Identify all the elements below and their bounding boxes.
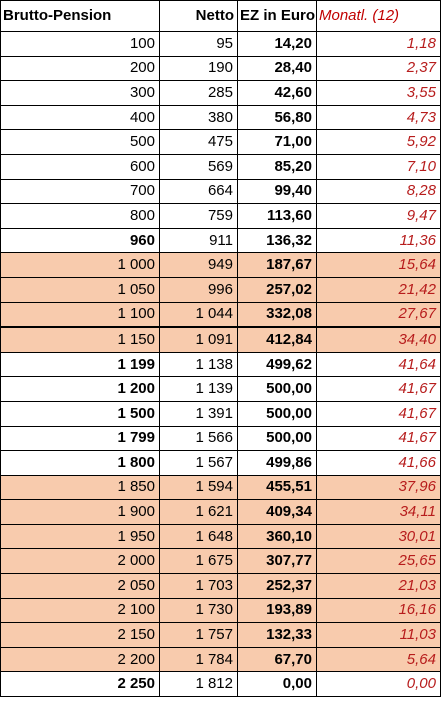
- cell-brutto: 1 800: [1, 451, 160, 476]
- cell-netto: 285: [160, 81, 238, 106]
- cell-netto: 1 648: [160, 524, 238, 549]
- cell-brutto: 2 250: [1, 672, 160, 697]
- cell-brutto: 960: [1, 228, 160, 253]
- table-row: [1, 549, 441, 574]
- table-row: [1, 623, 441, 648]
- header-ez: EZ in Euro: [238, 1, 317, 32]
- cell-monthly: 41,64: [317, 352, 441, 377]
- cell-netto: 1 675: [160, 549, 238, 574]
- table-row: [1, 401, 441, 426]
- cell-monthly: 21,42: [317, 277, 441, 302]
- cell-ez: 332,08: [238, 302, 317, 327]
- cell-ez: 412,84: [238, 327, 317, 352]
- table-row: [1, 56, 441, 81]
- cell-ez: 500,00: [238, 377, 317, 402]
- cell-brutto: 500: [1, 130, 160, 155]
- cell-brutto: 1 900: [1, 500, 160, 525]
- cell-brutto: 1 050: [1, 277, 160, 302]
- header-netto: Netto: [160, 1, 238, 32]
- cell-monthly: 9,47: [317, 204, 441, 229]
- table-row: [1, 179, 441, 204]
- cell-ez: 56,80: [238, 105, 317, 130]
- cell-netto: 911: [160, 228, 238, 253]
- cell-brutto: 800: [1, 204, 160, 229]
- cell-monthly: 30,01: [317, 524, 441, 549]
- cell-monthly: 11,03: [317, 623, 441, 648]
- table-row: [1, 672, 441, 697]
- cell-brutto: 1 950: [1, 524, 160, 549]
- table-row: [1, 451, 441, 476]
- table-row: [1, 32, 441, 57]
- table-row: [1, 154, 441, 179]
- table-row: [1, 105, 441, 130]
- cell-monthly: 3,55: [317, 81, 441, 106]
- cell-monthly: 1,18: [317, 32, 441, 57]
- cell-ez: 499,62: [238, 352, 317, 377]
- cell-netto: 1 621: [160, 500, 238, 525]
- cell-brutto: 700: [1, 179, 160, 204]
- cell-netto: 1 139: [160, 377, 238, 402]
- cell-brutto: 100: [1, 32, 160, 57]
- cell-netto: 380: [160, 105, 238, 130]
- cell-brutto: 2 200: [1, 647, 160, 672]
- header-brutto: Brutto-Pension: [1, 1, 160, 32]
- table-row: [1, 130, 441, 155]
- table-row: [1, 352, 441, 377]
- cell-netto: 1 812: [160, 672, 238, 697]
- cell-netto: 1 730: [160, 598, 238, 623]
- cell-netto: 1 391: [160, 401, 238, 426]
- cell-brutto: 2 000: [1, 549, 160, 574]
- cell-netto: 1 566: [160, 426, 238, 451]
- cell-monthly: 11,36: [317, 228, 441, 253]
- cell-brutto: 1 100: [1, 302, 160, 327]
- cell-netto: 996: [160, 277, 238, 302]
- cell-netto: 1 091: [160, 327, 238, 352]
- table-row: [1, 598, 441, 623]
- cell-netto: 1 703: [160, 574, 238, 599]
- cell-ez: 500,00: [238, 401, 317, 426]
- table-row: [1, 327, 441, 352]
- table-header: [1, 1, 441, 32]
- cell-ez: 307,77: [238, 549, 317, 574]
- cell-ez: 28,40: [238, 56, 317, 81]
- cell-netto: 569: [160, 154, 238, 179]
- cell-monthly: 27,67: [317, 302, 441, 327]
- cell-ez: 360,10: [238, 524, 317, 549]
- cell-monthly: 5,92: [317, 130, 441, 155]
- cell-brutto: 2 100: [1, 598, 160, 623]
- cell-brutto: 1 200: [1, 377, 160, 402]
- cell-monthly: 0,00: [317, 672, 441, 697]
- cell-ez: 257,02: [238, 277, 317, 302]
- cell-ez: 409,34: [238, 500, 317, 525]
- header-monthly: Monatl. (12): [317, 1, 441, 32]
- cell-netto: 1 757: [160, 623, 238, 648]
- cell-monthly: 34,11: [317, 500, 441, 525]
- cell-brutto: 300: [1, 81, 160, 106]
- cell-brutto: 1 500: [1, 401, 160, 426]
- cell-netto: 190: [160, 56, 238, 81]
- table-row: [1, 426, 441, 451]
- cell-monthly: 7,10: [317, 154, 441, 179]
- cell-brutto: 1 850: [1, 475, 160, 500]
- table-row: [1, 475, 441, 500]
- cell-monthly: 41,67: [317, 426, 441, 451]
- cell-netto: 1 138: [160, 352, 238, 377]
- cell-ez: 99,40: [238, 179, 317, 204]
- table-row: [1, 228, 441, 253]
- cell-brutto: 200: [1, 56, 160, 81]
- cell-ez: 455,51: [238, 475, 317, 500]
- table-row: [1, 204, 441, 229]
- table-row: [1, 302, 441, 327]
- cell-monthly: 41,67: [317, 377, 441, 402]
- cell-netto: 95: [160, 32, 238, 57]
- cell-monthly: 41,66: [317, 451, 441, 476]
- cell-ez: 0,00: [238, 672, 317, 697]
- table-row: [1, 647, 441, 672]
- cell-ez: 71,00: [238, 130, 317, 155]
- table-row: [1, 81, 441, 106]
- cell-ez: 67,70: [238, 647, 317, 672]
- cell-brutto: 400: [1, 105, 160, 130]
- cell-monthly: 25,65: [317, 549, 441, 574]
- table-row: [1, 524, 441, 549]
- cell-brutto: 1 150: [1, 327, 160, 352]
- table-row: [1, 574, 441, 599]
- cell-ez: 252,37: [238, 574, 317, 599]
- cell-monthly: 15,64: [317, 253, 441, 278]
- cell-brutto: 1 000: [1, 253, 160, 278]
- cell-ez: 499,86: [238, 451, 317, 476]
- cell-monthly: 16,16: [317, 598, 441, 623]
- cell-netto: 759: [160, 204, 238, 229]
- table-row: [1, 277, 441, 302]
- cell-brutto: 2 050: [1, 574, 160, 599]
- cell-monthly: 41,67: [317, 401, 441, 426]
- cell-ez: 136,32: [238, 228, 317, 253]
- cell-ez: 85,20: [238, 154, 317, 179]
- cell-monthly: 8,28: [317, 179, 441, 204]
- table-body: [1, 32, 441, 697]
- cell-monthly: 5,64: [317, 647, 441, 672]
- cell-monthly: 2,37: [317, 56, 441, 81]
- cell-brutto: 1 199: [1, 352, 160, 377]
- cell-ez: 132,33: [238, 623, 317, 648]
- cell-monthly: 4,73: [317, 105, 441, 130]
- table-row: [1, 500, 441, 525]
- cell-monthly: 21,03: [317, 574, 441, 599]
- table-row: [1, 253, 441, 278]
- cell-ez: 113,60: [238, 204, 317, 229]
- cell-ez: 500,00: [238, 426, 317, 451]
- cell-brutto: 1 799: [1, 426, 160, 451]
- cell-monthly: 34,40: [317, 327, 441, 352]
- cell-netto: 475: [160, 130, 238, 155]
- cell-ez: 187,67: [238, 253, 317, 278]
- cell-netto: 1 044: [160, 302, 238, 327]
- cell-brutto: 600: [1, 154, 160, 179]
- cell-netto: 1 567: [160, 451, 238, 476]
- cell-netto: 949: [160, 253, 238, 278]
- cell-netto: 1 784: [160, 647, 238, 672]
- header-row: [1, 1, 441, 32]
- cell-ez: 193,89: [238, 598, 317, 623]
- cell-netto: 1 594: [160, 475, 238, 500]
- cell-brutto: 2 150: [1, 623, 160, 648]
- cell-ez: 42,60: [238, 81, 317, 106]
- cell-netto: 664: [160, 179, 238, 204]
- table-row: [1, 377, 441, 402]
- cell-ez: 14,20: [238, 32, 317, 57]
- cell-monthly: 37,96: [317, 475, 441, 500]
